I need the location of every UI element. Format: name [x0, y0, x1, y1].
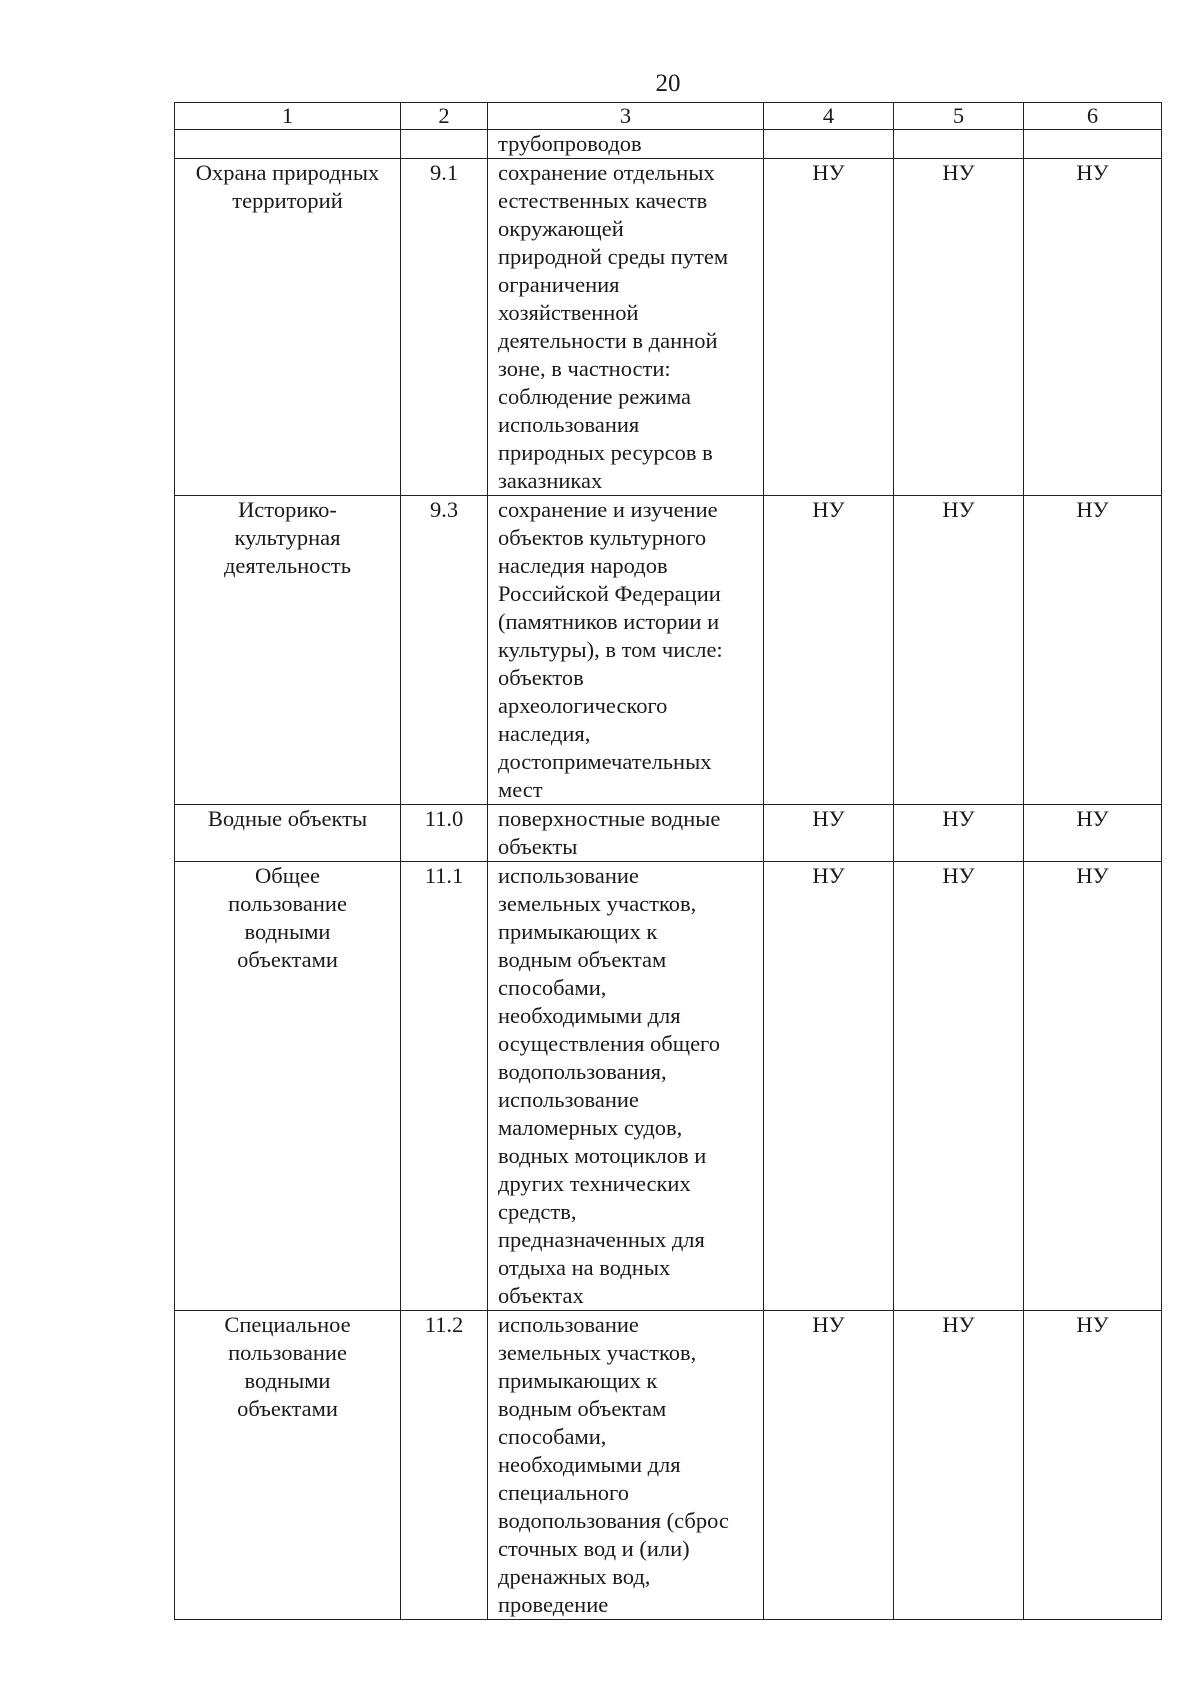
cell-line: водопользования (сброс	[498, 1508, 729, 1533]
cell-line: ограничения	[498, 272, 620, 297]
cell-line: естественных качеств	[498, 188, 708, 213]
value-cell-col4: НУ	[764, 159, 894, 496]
cell-line: дренажных вод,	[498, 1564, 651, 1589]
cell-line: способами,	[498, 975, 607, 1000]
value-cell-col6	[1024, 130, 1162, 159]
cell-line: других технических	[498, 1171, 691, 1196]
value-cell-col6: НУ	[1024, 159, 1162, 496]
cell-line: культуры), в том числе:	[498, 637, 723, 662]
table-row	[175, 862, 1162, 1311]
cell-line: необходимыми для	[498, 1452, 681, 1477]
cell-line: поверхностные водные	[498, 806, 721, 831]
value-cell-col5: НУ	[894, 862, 1024, 1311]
cell-line: зоне, в частности:	[498, 356, 671, 381]
use-description-cell	[488, 805, 764, 862]
value-cell-col4	[764, 130, 894, 159]
cell-line: деятельность	[223, 553, 352, 578]
cell-line: природных ресурсов в	[498, 440, 713, 465]
cell-line: окружающей	[498, 216, 624, 241]
value-cell-col6: НУ	[1024, 805, 1162, 862]
table-row	[175, 496, 1162, 805]
cell-line: земельных участков,	[498, 1340, 697, 1365]
cell-line: предназначенных для	[498, 1227, 705, 1252]
cell-line: водными	[244, 1368, 331, 1393]
cell-line: сохранение отдельных	[498, 160, 715, 185]
cell-line: объектах	[498, 1283, 584, 1308]
cell-line: мест	[498, 777, 543, 802]
value-cell-col5	[894, 130, 1024, 159]
cell-line: отдыха на водных	[498, 1255, 671, 1280]
use-code-cell	[401, 130, 488, 159]
cell-line: водных мотоциклов и	[498, 1143, 707, 1168]
cell-line: средств,	[498, 1199, 577, 1224]
value-cell-col5: НУ	[894, 805, 1024, 862]
table-header-row	[175, 103, 1162, 130]
cell-line: водными	[244, 919, 331, 944]
cell-line: Охрана природных	[195, 160, 380, 185]
cell-line: водопользования,	[498, 1059, 667, 1084]
value-cell-col6: НУ	[1024, 862, 1162, 1311]
use-description-cell	[488, 1311, 764, 1620]
cell-line: способами,	[498, 1424, 607, 1449]
use-code-cell: 11.2	[401, 1311, 488, 1620]
value-cell-col6: НУ	[1024, 496, 1162, 805]
cell-line: маломерных судов,	[498, 1115, 683, 1140]
cell-line: объектами	[237, 1396, 338, 1421]
cell-line: объектов	[498, 665, 584, 690]
value-cell-col5: НУ	[894, 496, 1024, 805]
cell-line: Общее	[255, 863, 320, 888]
use-type-name-cell	[175, 862, 401, 1311]
use-type-name-cell	[175, 1311, 401, 1620]
cell-line: объектами	[237, 947, 338, 972]
cell-line: проведение	[498, 1592, 609, 1617]
column-header: 6	[1024, 103, 1162, 130]
cell-line: деятельности в данной	[498, 328, 718, 353]
cell-line: Российской Федерации	[498, 581, 721, 606]
value-cell-col6: НУ	[1024, 1311, 1162, 1620]
cell-line: хозяйственной	[498, 300, 639, 325]
use-code-cell: 9.3	[401, 496, 488, 805]
use-type-name-cell	[175, 130, 401, 159]
value-cell-col5: НУ	[894, 1311, 1024, 1620]
cell-line: объектов культурного	[498, 525, 707, 550]
value-cell-col4: НУ	[764, 496, 894, 805]
cell-line: водным объектам	[498, 1396, 667, 1421]
cell-line: объекты	[498, 834, 578, 859]
use-type-name-cell	[175, 159, 401, 496]
cell-line: пользование	[228, 1340, 347, 1365]
column-header: 5	[894, 103, 1024, 130]
cell-line: необходимыми для	[498, 1003, 681, 1028]
cell-line: осуществления общего	[498, 1031, 720, 1056]
cell-line: специального	[498, 1480, 629, 1505]
cell-line: использование	[498, 863, 639, 888]
cell-line: соблюдение режима	[498, 384, 692, 409]
cell-line: культурная	[234, 525, 341, 550]
cell-line: заказниках	[498, 468, 603, 493]
use-description-cell	[488, 130, 764, 159]
value-cell-col5: НУ	[894, 159, 1024, 496]
cell-line: достопримечательных	[498, 749, 712, 774]
cell-line: пользование	[228, 891, 347, 916]
cell-line: земельных участков,	[498, 891, 697, 916]
value-cell-col4: НУ	[764, 1311, 894, 1620]
cell-line: использование	[498, 1312, 639, 1337]
use-code-cell: 9.1	[401, 159, 488, 496]
table-row	[175, 159, 1162, 496]
use-code-cell: 11.0	[401, 805, 488, 862]
value-cell-col4: НУ	[764, 862, 894, 1311]
cell-line: археологического	[498, 693, 668, 718]
table-row	[175, 1311, 1162, 1620]
cell-line: Историко-	[238, 497, 337, 522]
cell-line: Водные объекты	[207, 806, 368, 831]
use-code-cell: 11.1	[401, 862, 488, 1311]
cell-line: использование	[498, 1087, 639, 1112]
cell-line: природной среды путем	[498, 244, 729, 269]
use-type-name-cell	[175, 805, 401, 862]
land-use-table	[174, 102, 1162, 1620]
cell-line: (памятников истории и	[498, 609, 720, 634]
cell-line: использования	[498, 412, 640, 437]
cell-line: примыкающих к	[498, 1368, 658, 1393]
use-description-cell	[488, 496, 764, 805]
table-row	[175, 805, 1162, 862]
page-number: 20	[655, 70, 681, 97]
value-cell-col4: НУ	[764, 805, 894, 862]
cell-line: примыкающих к	[498, 919, 658, 944]
use-description-cell	[488, 159, 764, 496]
column-header: 4	[764, 103, 894, 130]
cell-line: наследия,	[498, 721, 591, 746]
use-description-cell	[488, 862, 764, 1311]
cell-line: водным объектам	[498, 947, 667, 972]
cell-line: наследия народов	[498, 553, 668, 578]
cell-line: трубопроводов	[498, 131, 642, 156]
cell-line: территорий	[232, 188, 343, 213]
column-header: 2	[401, 103, 488, 130]
cell-line: сточных вод и (или)	[498, 1536, 690, 1561]
column-header: 3	[488, 103, 764, 130]
cell-line: сохранение и изучение	[498, 497, 718, 522]
table-row	[175, 130, 1162, 159]
column-header: 1	[175, 103, 401, 130]
cell-line: Специальное	[224, 1312, 351, 1337]
use-type-name-cell	[175, 496, 401, 805]
